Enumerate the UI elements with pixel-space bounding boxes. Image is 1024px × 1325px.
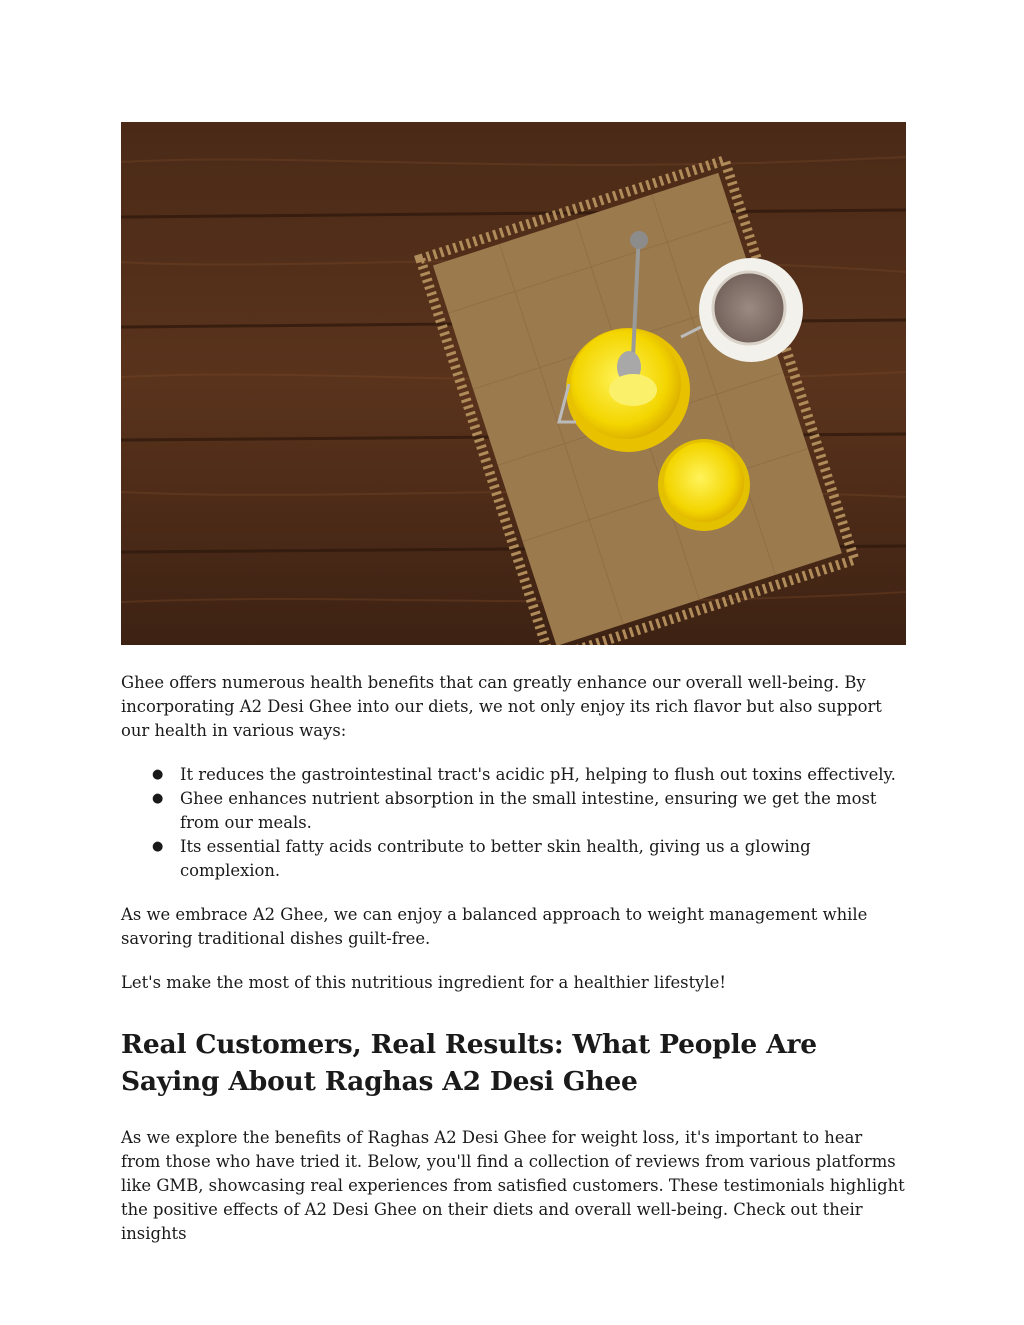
reviews-intro-paragraph: As we explore the benefits of Raghas A2 Desi Ghee for weight loss, it's important to hear from those who have tried it. Below, you'll find a collection of reviews from various platforms like GMB, showcasing real experiences from satisfied customers. These testimonials highlight the positive effects of A2 Desi Ghee on their diets and overall well-being. Check out their insights [121,1128,905,1243]
list-item [121,787,906,835]
healthier-lifestyle-paragraph: Let's make the most of this nutritious ingredient for a healthier lifestyle! [121,973,726,992]
section-heading: Real Customers, Real Results: What People Are Saying About Raghas A2 Desi Ghee [121,1029,817,1097]
intro-paragraph: Ghee offers numerous health benefits that can greatly enhance our overall well-being. By incorporating A2 Desi Ghee into our diets, we not only enjoy its rich flavor but also support our health in various ways: [121,673,882,740]
list-item-text: It reduces the gastrointestinal tract's acidic pH, helping to flush out toxins effectively. [180,765,896,784]
weight-management-paragraph: As we embrace A2 Ghee, we can enjoy a balanced approach to weight management while savoring traditional dishes guilt-free. [121,905,868,948]
bullet-icon: ● [152,767,164,782]
list-item [121,763,906,787]
list-item-text: Ghee enhances nutrient absorption in the small intestine, ensuring we get the most from our meals. [180,789,877,832]
ghee-jars-photo [121,122,906,645]
bullet-icon: ● [152,791,164,806]
benefits-list [121,763,906,883]
list-item-text: Its essential fatty acids contribute to better skin health, giving us a glowing complexion. [180,837,811,880]
list-item [121,835,906,883]
bullet-icon: ● [152,839,164,854]
article-body [121,671,906,1246]
